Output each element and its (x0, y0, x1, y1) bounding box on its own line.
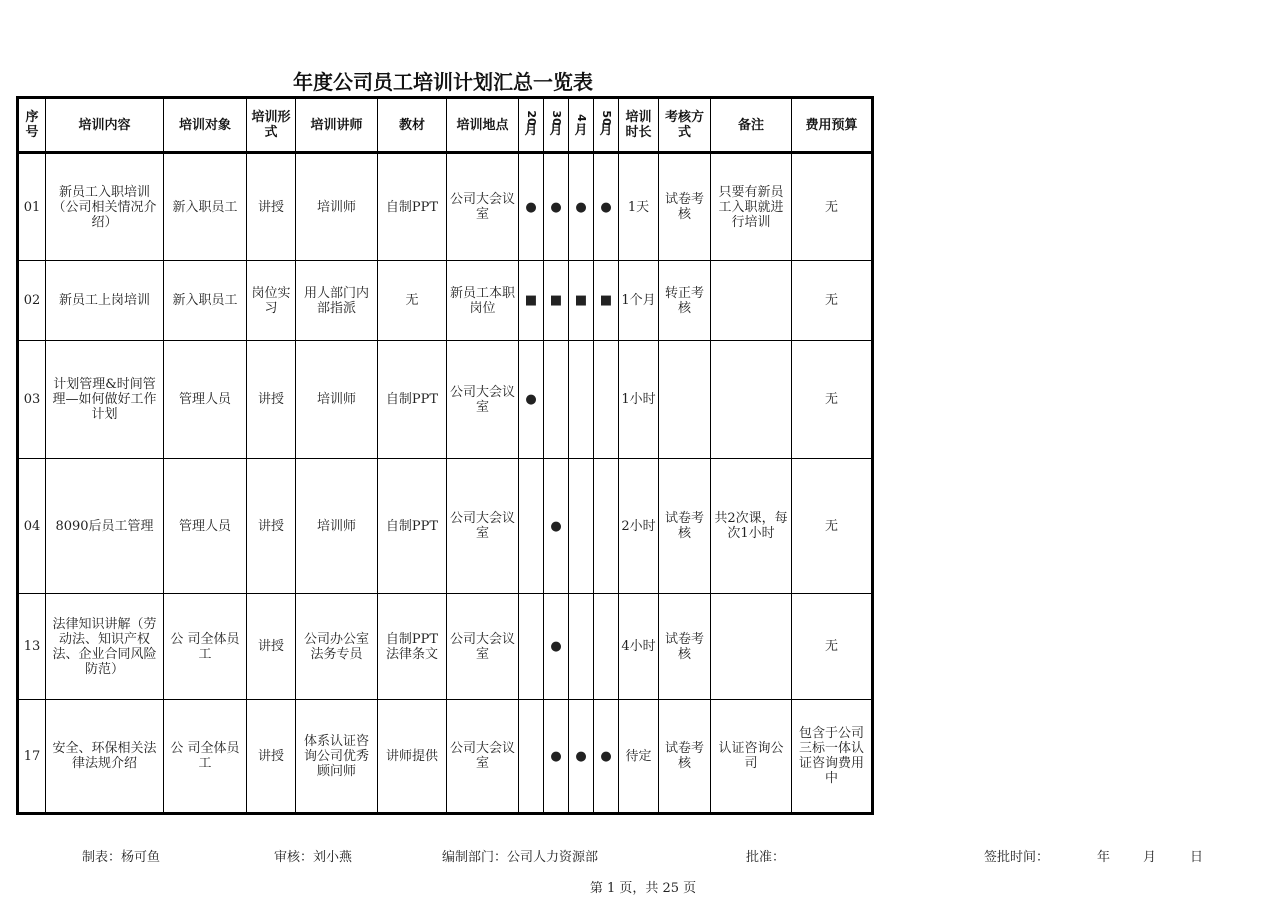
cell-material: 自制PPT (378, 459, 447, 594)
cell-lecturer: 公司办公室法务专员 (296, 594, 378, 700)
cell-content: 计划管理&时间管理—如何做好工作计划 (46, 341, 164, 459)
header-month-4 (594, 98, 619, 153)
cell-month-2-mark: ■ (544, 261, 569, 341)
cell-form: 讲授 (247, 594, 296, 700)
cell-location: 新员工本职岗位 (447, 261, 519, 341)
cell-target: 新入职员工 (164, 153, 247, 261)
cell-month-2-mark: ● (544, 700, 569, 814)
cell-month-4-mark (594, 459, 619, 594)
header-form: 培训形式 (247, 98, 296, 153)
cell-month-1-mark (519, 700, 544, 814)
cell-month-4-mark: ● (594, 153, 619, 261)
cell-assessment: 转正考核 (659, 261, 711, 341)
header-budget: 费用预算 (792, 98, 873, 153)
cell-month-3-mark: ● (569, 153, 594, 261)
header-assessment: 考核方式 (659, 98, 711, 153)
header-month-1-label: 月 (524, 122, 538, 138)
table-row (18, 459, 873, 594)
cell-remark: 认证咨询公司 (711, 700, 792, 814)
cell-location: 公司大会议室 (447, 459, 519, 594)
cell-lecturer: 培训师 (296, 341, 378, 459)
header-month-1-num: 20 (525, 109, 538, 126)
footer-approval-time: 签批时间： (984, 850, 1050, 865)
cell-assessment (659, 341, 711, 459)
cell-target: 公 司全体员工 (164, 594, 247, 700)
cell-month-2-mark: ● (544, 594, 569, 700)
cell-month-1-mark (519, 459, 544, 594)
cell-target: 管理人员 (164, 459, 247, 594)
cell-remark (711, 594, 792, 700)
cell-remark: 只要有新员工入职就进行培训 (711, 153, 792, 261)
cell-remark: 共2次课，每次1小时 (711, 459, 792, 594)
cell-seq: 04 (18, 459, 46, 594)
cell-assessment: 试卷考核 (659, 700, 711, 814)
cell-lecturer: 培训师 (296, 459, 378, 594)
cell-month-4-mark: ● (594, 700, 619, 814)
cell-seq: 01 (18, 153, 46, 261)
cell-seq: 03 (18, 341, 46, 459)
cell-target: 新入职员工 (164, 261, 247, 341)
cell-content: 安全、环保相关法律法规介绍 (46, 700, 164, 814)
cell-month-4-mark: ■ (594, 261, 619, 341)
cell-content: 新员工入职培训（公司相关情况介绍） (46, 153, 164, 261)
header-month-3-label: 月 (574, 122, 588, 138)
cell-location: 公司大会议室 (447, 594, 519, 700)
cell-month-4-mark (594, 594, 619, 700)
header-content: 培训内容 (46, 98, 164, 153)
table-row (18, 261, 873, 341)
cell-duration: 1个月 (619, 261, 659, 341)
header-duration: 培训时长 (619, 98, 659, 153)
cell-budget: 无 (792, 261, 873, 341)
header-month-4-num: 50 (600, 109, 613, 126)
footer-approved-by: 批准： (746, 850, 786, 865)
header-month-1 (519, 98, 544, 153)
cell-duration: 1天 (619, 153, 659, 261)
cell-lecturer: 用人部门内部指派 (296, 261, 378, 341)
cell-month-3-mark (569, 341, 594, 459)
cell-budget: 无 (792, 594, 873, 700)
cell-seq: 17 (18, 700, 46, 814)
cell-seq: 13 (18, 594, 46, 700)
training-plan-table (16, 96, 874, 815)
cell-content: 新员工上岗培训 (46, 261, 164, 341)
cell-assessment: 试卷考核 (659, 153, 711, 261)
footer-department: 编制部门：公司人力资源部 (442, 850, 599, 865)
table-row (18, 700, 873, 814)
cell-duration: 2小时 (619, 459, 659, 594)
cell-month-2-mark: ● (544, 459, 569, 594)
cell-month-3-mark: ■ (569, 261, 594, 341)
table-row (18, 341, 873, 459)
footer-reviewed-by: 审核：刘小燕 (274, 850, 353, 865)
cell-lecturer: 体系认证咨询公司优秀顾问师 (296, 700, 378, 814)
cell-target: 公 司全体员工 (164, 700, 247, 814)
cell-seq: 02 (18, 261, 46, 341)
cell-remark (711, 261, 792, 341)
cell-material: 自制PPT法律条文 (378, 594, 447, 700)
header-month-2 (544, 98, 569, 153)
cell-budget: 无 (792, 459, 873, 594)
cell-month-2-mark (544, 341, 569, 459)
header-remark: 备注 (711, 98, 792, 153)
cell-budget: 无 (792, 153, 873, 261)
cell-month-1-mark: ■ (519, 261, 544, 341)
header-seq: 序号 (18, 98, 46, 153)
cell-assessment: 试卷考核 (659, 594, 711, 700)
cell-content: 法律知识讲解（劳动法、知识产权法、企业合同风险防范） (46, 594, 164, 700)
header-month-4-label: 月 (599, 122, 613, 138)
footer-year: 年 (1097, 850, 1111, 865)
cell-month-3-mark: ● (569, 700, 594, 814)
cell-location: 公司大会议室 (447, 341, 519, 459)
cell-month-2-mark: ● (544, 153, 569, 261)
footer-prepared-by: 制表：杨可鱼 (82, 850, 161, 865)
cell-location: 公司大会议室 (447, 700, 519, 814)
cell-duration: 4小时 (619, 594, 659, 700)
footer-month: 月 (1143, 850, 1157, 865)
header-target: 培训对象 (164, 98, 247, 153)
cell-month-3-mark (569, 594, 594, 700)
table-row (18, 594, 873, 700)
header-row (18, 98, 873, 153)
header-material: 教材 (378, 98, 447, 153)
cell-content: 8090后员工管理 (46, 459, 164, 594)
footer-day: 日 (1190, 850, 1204, 865)
cell-form: 岗位实习 (247, 261, 296, 341)
cell-budget: 包含于公司三标一体认证咨询费用中 (792, 700, 873, 814)
cell-month-1-mark: ● (519, 153, 544, 261)
cell-form: 讲授 (247, 153, 296, 261)
cell-month-1-mark (519, 594, 544, 700)
header-month-2-label: 月 (549, 122, 563, 138)
cell-lecturer: 培训师 (296, 153, 378, 261)
header-location: 培训地点 (447, 98, 519, 153)
cell-budget: 无 (792, 341, 873, 459)
cell-target: 管理人员 (164, 341, 247, 459)
page-title: 年度公司员工培训计划汇总一览表 (293, 70, 593, 94)
cell-material: 自制PPT (378, 341, 447, 459)
cell-remark (711, 341, 792, 459)
header-month-2-num: 30 (550, 109, 563, 126)
header-month-3 (569, 98, 594, 153)
cell-form: 讲授 (247, 341, 296, 459)
cell-material: 讲师提供 (378, 700, 447, 814)
header-month-3-num: 4 (575, 113, 588, 122)
page-number: 第 1 页，共 25 页 (589, 881, 697, 896)
table-row (18, 153, 873, 261)
cell-form: 讲授 (247, 459, 296, 594)
cell-material: 无 (378, 261, 447, 341)
cell-assessment: 试卷考核 (659, 459, 711, 594)
cell-form: 讲授 (247, 700, 296, 814)
cell-duration: 待定 (619, 700, 659, 814)
cell-material: 自制PPT (378, 153, 447, 261)
header-lecturer: 培训讲师 (296, 98, 378, 153)
cell-month-1-mark: ● (519, 341, 544, 459)
cell-month-3-mark (569, 459, 594, 594)
cell-location: 公司大会议室 (447, 153, 519, 261)
cell-duration: 1小时 (619, 341, 659, 459)
cell-month-4-mark (594, 341, 619, 459)
